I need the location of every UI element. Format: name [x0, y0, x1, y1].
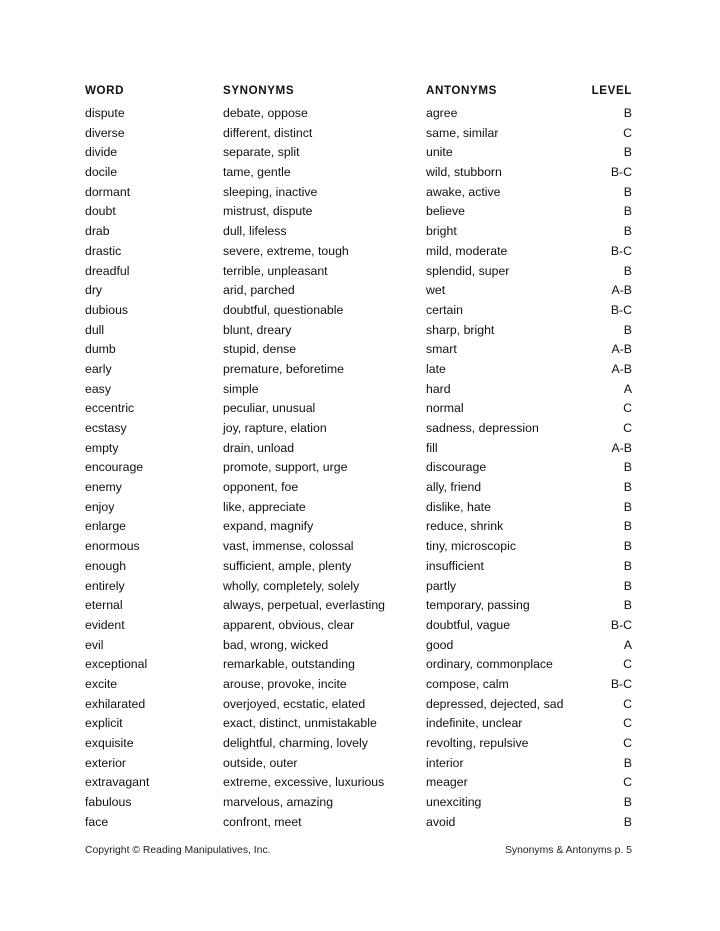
level-cell: B	[623, 145, 632, 160]
table-row	[85, 714, 632, 734]
antonyms-cell: good	[426, 637, 454, 652]
word-cell: doubt	[85, 204, 116, 219]
level-cell: A	[623, 381, 632, 396]
level-cell: B	[623, 224, 632, 239]
copyright-text: Copyright © Reading Manipulatives, Inc.	[85, 845, 271, 856]
word-cell: ecstasy	[85, 421, 127, 435]
antonyms-cell: meager	[426, 775, 468, 790]
level-cell: C	[623, 421, 632, 435]
antonyms-cell: bright	[426, 224, 457, 239]
synonym-antonym-table	[85, 82, 632, 832]
header-word: WORD	[85, 84, 125, 97]
word-cell: exceptional	[85, 657, 148, 672]
word-cell: dull	[85, 322, 105, 337]
synonyms-cell: delightful, charming, lovely	[223, 736, 368, 750]
table-row	[85, 596, 632, 616]
table-row	[85, 517, 632, 537]
word-cell: enough	[85, 558, 127, 573]
word-cell: evil	[85, 637, 104, 652]
synonyms-cell: marvelous, amazing	[223, 795, 334, 810]
level-cell: C	[623, 736, 632, 750]
synonyms-cell: confront, meet	[223, 814, 302, 829]
synonyms-cell: apparent, obvious, clear	[223, 617, 355, 632]
table-row	[85, 458, 632, 478]
word-cell: fabulous	[85, 795, 132, 810]
synonyms-cell: bad, wrong, wicked	[223, 637, 329, 652]
table-row	[85, 163, 632, 183]
page-number-label: Synonyms & Antonyms p. 5	[504, 845, 632, 856]
synonyms-cell: drain, unload	[223, 440, 295, 455]
level-cell: A-B	[611, 361, 632, 376]
synonyms-cell: premature, beforetime	[223, 361, 344, 376]
word-cell: empty	[85, 440, 119, 455]
word-cell: exhilarated	[85, 696, 146, 711]
word-cell: face	[85, 814, 109, 829]
synonyms-cell: overjoyed, ecstatic, elated	[223, 696, 366, 711]
antonyms-cell: tiny, microscopic	[426, 539, 516, 554]
table-row	[85, 734, 632, 754]
table-row	[85, 557, 632, 577]
word-cell: explicit	[85, 716, 123, 731]
level-cell: B-C	[610, 165, 632, 180]
level-cell: B	[623, 204, 632, 219]
synonyms-cell: tame, gentle	[223, 165, 291, 180]
level-cell: B	[623, 519, 632, 534]
synonyms-cell: mistrust, dispute	[223, 204, 313, 219]
level-cell: C	[623, 401, 632, 416]
word-cell: divide	[85, 145, 118, 160]
table-row	[85, 813, 632, 833]
synonyms-cell: sleeping, inactive	[223, 184, 318, 199]
word-cell: easy	[85, 381, 111, 396]
table-row	[85, 183, 632, 203]
table-row	[85, 478, 632, 498]
synonyms-cell: severe, extreme, tough	[223, 243, 349, 258]
table-row	[85, 616, 632, 636]
level-cell: B	[623, 499, 632, 514]
level-cell: C	[623, 696, 632, 711]
antonyms-cell: unexciting	[426, 795, 482, 810]
synonyms-cell: vast, immense, colossal	[223, 539, 354, 554]
synonyms-cell: joy, rapture, elation	[223, 421, 327, 435]
level-cell: C	[623, 716, 632, 731]
level-cell: B-C	[610, 243, 632, 258]
table-body	[85, 104, 632, 832]
level-cell: A-B	[611, 440, 632, 455]
table-row	[85, 202, 632, 222]
antonyms-cell: discourage	[426, 460, 487, 475]
synonyms-cell: outside, outer	[223, 755, 298, 770]
antonyms-cell: reduce, shrink	[426, 519, 504, 534]
table-row	[85, 143, 632, 163]
word-cell: eccentric	[85, 401, 135, 416]
word-cell: excite	[85, 676, 118, 691]
word-cell: exquisite	[85, 736, 134, 750]
level-cell: B-C	[610, 676, 632, 691]
table-row	[85, 537, 632, 557]
synonyms-cell: stupid, dense	[223, 342, 297, 357]
antonyms-cell: temporary, passing	[426, 598, 530, 613]
level-cell: B	[623, 460, 632, 475]
level-cell: B	[623, 263, 632, 278]
synonyms-cell: wholly, completely, solely	[223, 578, 360, 593]
level-cell: B	[623, 814, 632, 829]
antonyms-cell: awake, active	[426, 184, 501, 199]
synonyms-cell: opponent, foe	[223, 480, 299, 495]
level-cell: B-C	[610, 617, 632, 632]
antonyms-cell: unite	[426, 145, 453, 160]
antonyms-cell: ordinary, commonplace	[426, 657, 553, 672]
level-cell: B	[623, 795, 632, 810]
antonyms-cell: normal	[426, 401, 464, 416]
word-cell: dubious	[85, 302, 129, 317]
word-cell: early	[85, 361, 112, 376]
antonyms-cell: sadness, depression	[426, 421, 539, 435]
antonyms-cell: dislike, hate	[426, 499, 491, 514]
synonyms-cell: remarkable, outstanding	[223, 657, 355, 672]
antonyms-cell: avoid	[426, 814, 456, 829]
table-row	[85, 301, 632, 321]
synonyms-cell: simple	[223, 381, 259, 396]
synonyms-cell: expand, magnify	[223, 519, 314, 534]
antonyms-cell: same, similar	[426, 125, 499, 140]
antonyms-cell: agree	[426, 106, 458, 120]
antonyms-cell: revolting, repulsive	[426, 736, 529, 750]
antonyms-cell: certain	[426, 302, 463, 317]
table-row	[85, 439, 632, 459]
word-cell: dreadful	[85, 263, 130, 278]
antonyms-cell: doubtful, vague	[426, 617, 511, 632]
antonyms-cell: smart	[426, 342, 457, 357]
table-row	[85, 321, 632, 341]
antonyms-cell: wet	[426, 283, 446, 298]
level-cell: B	[623, 578, 632, 593]
antonyms-cell: hard	[426, 381, 451, 396]
word-cell: evident	[85, 617, 125, 632]
synonyms-cell: doubtful, questionable	[223, 302, 344, 317]
synonyms-cell: separate, split	[223, 145, 300, 160]
synonyms-cell: debate, oppose	[223, 106, 308, 120]
antonyms-cell: depressed, dejected, sad	[426, 696, 564, 711]
antonyms-cell: fill	[426, 440, 438, 455]
word-cell: eternal	[85, 598, 123, 613]
synonyms-cell: always, perpetual, everlasting	[223, 598, 385, 613]
table-row	[85, 399, 632, 419]
level-cell: B	[623, 598, 632, 613]
table-row	[85, 655, 632, 675]
table-row	[85, 281, 632, 301]
level-cell: B	[623, 558, 632, 573]
word-cell: enlarge	[85, 519, 127, 534]
antonyms-cell: wild, stubborn	[426, 165, 502, 180]
word-cell: drastic	[85, 243, 122, 258]
word-cell: enormous	[85, 539, 140, 554]
antonyms-cell: late	[426, 361, 446, 376]
level-cell: A	[623, 637, 632, 652]
table-row	[85, 577, 632, 597]
antonyms-cell: compose, calm	[426, 676, 509, 691]
antonyms-cell: mild, moderate	[426, 243, 508, 258]
synonyms-cell: extreme, excessive, luxurious	[223, 775, 385, 790]
word-cell: dispute	[85, 106, 125, 120]
antonyms-cell: insufficient	[426, 558, 484, 573]
antonyms-cell: splendid, super	[426, 263, 510, 278]
level-cell: B	[623, 184, 632, 199]
table-row	[85, 498, 632, 518]
page-footer	[85, 843, 632, 859]
synonyms-cell: dull, lifeless	[223, 224, 287, 239]
level-cell: A-B	[611, 283, 632, 298]
header-synonyms: SYNONYMS	[223, 84, 295, 97]
table-row	[85, 695, 632, 715]
antonyms-cell: indefinite, unclear	[426, 716, 523, 731]
table-row	[85, 419, 632, 439]
table-row	[85, 340, 632, 360]
level-cell: B	[623, 539, 632, 554]
word-cell: docile	[85, 165, 118, 180]
table-row	[85, 380, 632, 400]
synonyms-cell: different, distinct	[223, 125, 313, 140]
word-cell: dormant	[85, 184, 131, 199]
table-row	[85, 262, 632, 282]
table-row	[85, 222, 632, 242]
word-cell: exterior	[85, 755, 127, 770]
table-row	[85, 793, 632, 813]
word-cell: dumb	[85, 342, 116, 357]
level-cell: B	[623, 106, 632, 120]
antonyms-cell: interior	[426, 755, 464, 770]
word-cell: encourage	[85, 460, 144, 475]
level-cell: B	[623, 322, 632, 337]
table-row	[85, 360, 632, 380]
level-cell: B-C	[610, 302, 632, 317]
synonyms-cell: arid, parched	[223, 283, 295, 298]
synonyms-cell: promote, support, urge	[223, 460, 348, 475]
level-cell: C	[623, 125, 632, 140]
level-cell: A-B	[611, 342, 632, 357]
synonyms-cell: like, appreciate	[223, 499, 306, 514]
level-cell: C	[623, 657, 632, 672]
antonyms-cell: believe	[426, 204, 465, 219]
word-cell: diverse	[85, 125, 125, 140]
header-level: LEVEL	[591, 84, 632, 97]
table-row	[85, 124, 632, 144]
word-cell: entirely	[85, 578, 125, 593]
level-cell: B	[623, 755, 632, 770]
word-cell: enemy	[85, 480, 122, 495]
synonyms-cell: arouse, provoke, incite	[223, 676, 347, 691]
antonyms-cell: partly	[426, 578, 457, 593]
level-cell: B	[623, 480, 632, 495]
word-cell: enjoy	[85, 499, 115, 514]
table-row	[85, 242, 632, 262]
antonyms-cell: ally, friend	[426, 480, 482, 495]
table-row	[85, 675, 632, 695]
synonyms-cell: blunt, dreary	[223, 322, 292, 337]
word-cell: drab	[85, 224, 110, 239]
table-row	[85, 636, 632, 656]
word-cell: extravagant	[85, 775, 150, 790]
table-row	[85, 754, 632, 774]
level-cell: C	[623, 775, 632, 790]
synonyms-cell: terrible, unpleasant	[223, 263, 328, 278]
table-header	[85, 82, 632, 104]
synonyms-cell: sufficient, ample, plenty	[223, 558, 352, 573]
antonyms-cell: sharp, bright	[426, 322, 495, 337]
table-row	[85, 104, 632, 124]
synonyms-cell: exact, distinct, unmistakable	[223, 716, 377, 731]
table-row	[85, 773, 632, 793]
header-antonyms: ANTONYMS	[426, 84, 497, 97]
word-cell: dry	[85, 283, 103, 298]
synonyms-cell: peculiar, unusual	[223, 401, 316, 416]
